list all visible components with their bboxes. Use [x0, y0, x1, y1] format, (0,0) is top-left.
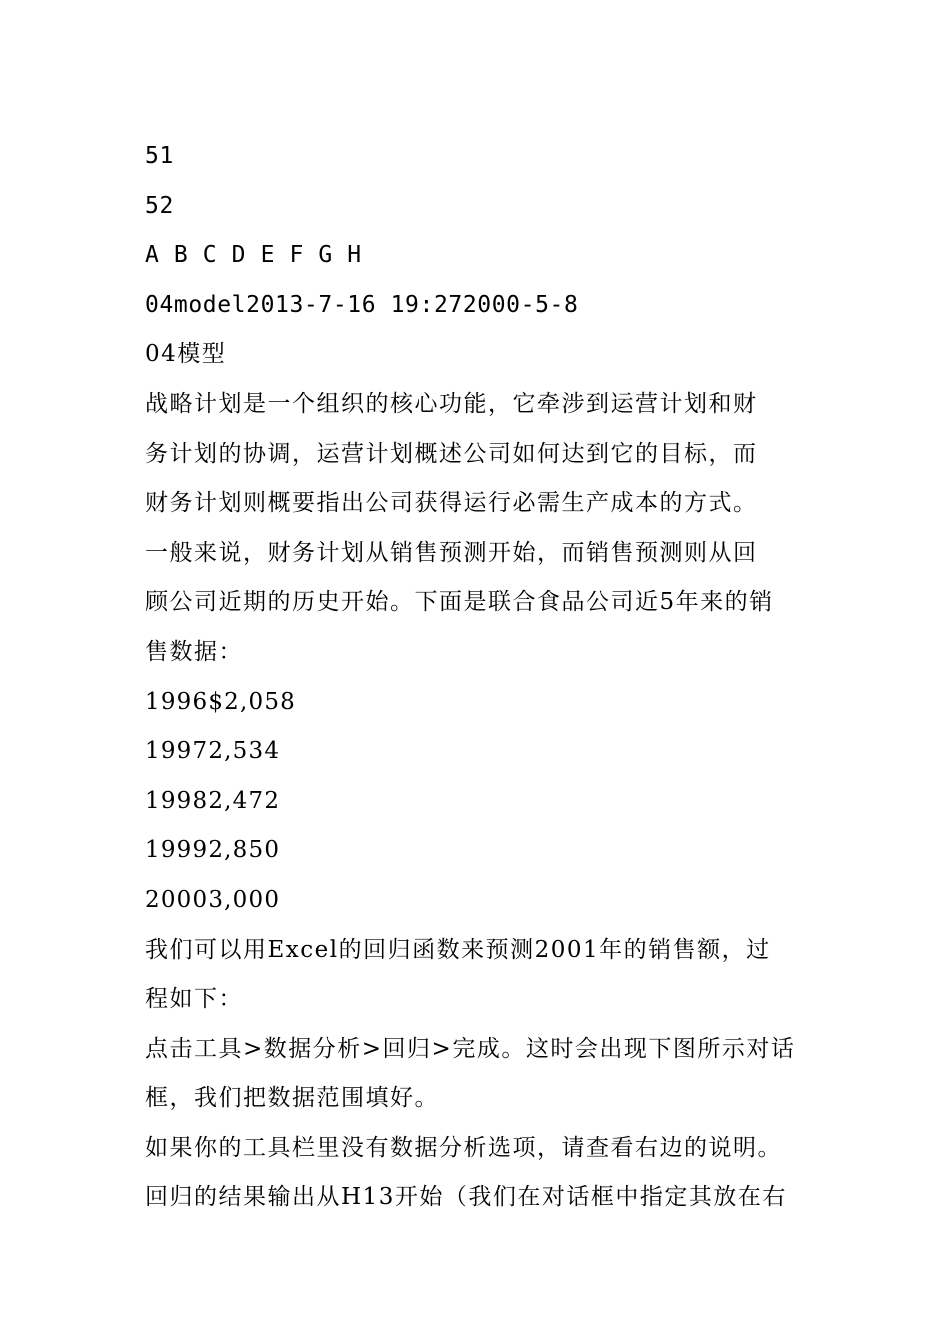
text-line: 52: [145, 192, 174, 219]
text-line: 回归的结果输出从H13开始（我们在对话框中指定其放在右: [145, 1184, 787, 1211]
text-line: 售数据：: [145, 638, 243, 665]
text-line: 框，我们把数据范围填好。: [145, 1085, 439, 1112]
text-line: 如果你的工具栏里没有数据分析选项，请查看右边的说明。: [145, 1134, 782, 1161]
data-row: 20003,000: [145, 886, 281, 913]
text-line: A B C D E F G H: [145, 242, 362, 269]
text-line: 程如下：: [145, 986, 243, 1013]
text-line: 一般来说，财务计划从销售预测开始，而销售预测则从回: [145, 539, 758, 566]
data-row: 19982,472: [145, 787, 281, 814]
text-line: 点击工具>数据分析>回归>完成。这时会出现下图所示对话: [145, 1035, 796, 1062]
data-row: 1996$2,058: [145, 688, 297, 715]
text-line: 04model2013-7-16 19:272000-5-8: [145, 291, 579, 318]
text-line: 我们可以用Excel的回归函数来预测2001年的销售额，过: [145, 936, 771, 963]
data-row: 19972,534: [145, 738, 281, 765]
data-row: 19992,850: [145, 837, 281, 864]
text-line: 战略计划是一个组织的核心功能，它牵涉到运营计划和财: [145, 390, 758, 417]
text-line: 51: [145, 143, 174, 169]
text-line: 务计划的协调，运营计划概述公司如何达到它的目标，而: [145, 440, 758, 467]
section-heading: 04模型: [145, 341, 227, 368]
text-line: 财务计划则概要指出公司获得运行必需生产成本的方式。: [145, 490, 758, 517]
text-line: 顾公司近期的历史开始。下面是联合食品公司近5年来的销: [145, 589, 774, 616]
